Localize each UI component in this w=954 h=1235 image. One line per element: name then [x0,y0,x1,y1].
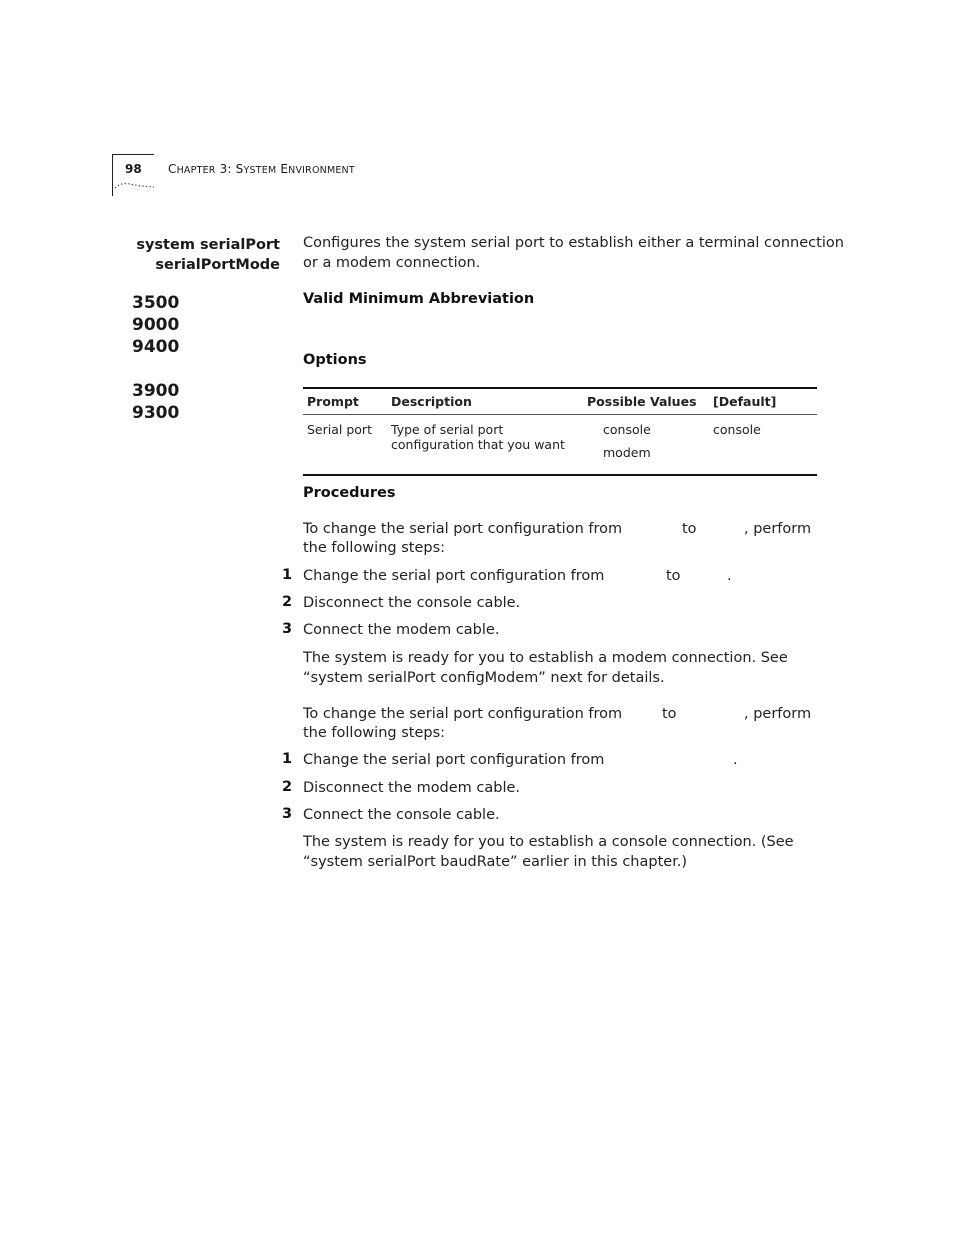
cell-prompt: Serial port [303,415,387,476]
chapter-heading: CHAPTER 3: SYSTEM ENVIRONMENT [168,162,355,176]
command-title-line2: serialPortMode [155,257,280,273]
platform-item: 9000 [132,315,180,335]
command-description: Configures the system serial port to establish either a terminal connection or a modem connection. [303,235,844,271]
step-text: Disconnect the modem cable. [303,780,521,796]
procedure2-intro-to: to [662,706,677,722]
platform-item: 3900 [132,381,180,401]
platform-list [132,292,179,424]
command-title [120,235,280,275]
procedure2-intro-line2: the following steps: [303,725,446,741]
command-title-line1: system serialPort [136,237,280,253]
cell-values [583,415,709,476]
page-number: 98 [125,162,142,176]
step-number: 2 [282,594,293,610]
procedure2-intro-line1: To change the serial port configuration from [303,706,623,722]
procedure1-intro-to: to [682,521,697,537]
options-heading: Options [303,352,367,368]
column-header-prompt: Prompt [303,388,387,415]
cell-description: Type of serial port configuration that you want [387,415,583,476]
cell-default: console [709,415,817,476]
abbreviation-heading: Valid Minimum Abbreviation [303,291,535,307]
procedures-heading: Procedures [303,485,396,501]
step-text: Disconnect the console cable. [303,595,521,611]
procedure1-intro-line1: To change the serial port configuration from [303,521,623,537]
step-number: 2 [282,779,293,795]
step-number: 3 [282,621,293,637]
platform-item: 9300 [132,403,180,423]
column-header-values: Possible Values [583,388,709,415]
procedure1-intro-perform: , perform [744,521,812,537]
step-text: Connect the console cable. [303,807,500,823]
step-text: Connect the modem cable. [303,622,500,638]
step-to: to [666,568,681,584]
procedure2-note: The system is ready for you to establish a console connection. (See “system serialPort baudRate” earlier in this chapter.) [303,834,794,870]
options-table [303,387,817,476]
dotted-curve-decoration [114,180,156,190]
step-number: 3 [282,806,293,822]
step-text: Change the serial port configuration from [303,752,605,768]
column-header-description: Description [387,388,583,415]
step-text: Change the serial port configuration from [303,568,605,584]
procedure2-intro-perform: , perform [744,706,812,722]
value-console: console [603,422,651,437]
platform-item: 3500 [132,293,180,313]
procedure1-intro-line2: the following steps: [303,540,446,556]
value-modem: modem [603,445,651,460]
procedure1-note: The system is ready for you to establish a modem connection. See “system serialPort configModem” next for details. [303,650,788,686]
column-header-default: [Default] [709,388,817,415]
step-number: 1 [282,567,293,583]
platform-item: 9400 [132,337,180,357]
table-row [303,415,817,476]
step-number: 1 [282,751,293,767]
step-end: . [733,752,738,768]
table-header-row [303,388,817,415]
step-end: . [727,568,732,584]
